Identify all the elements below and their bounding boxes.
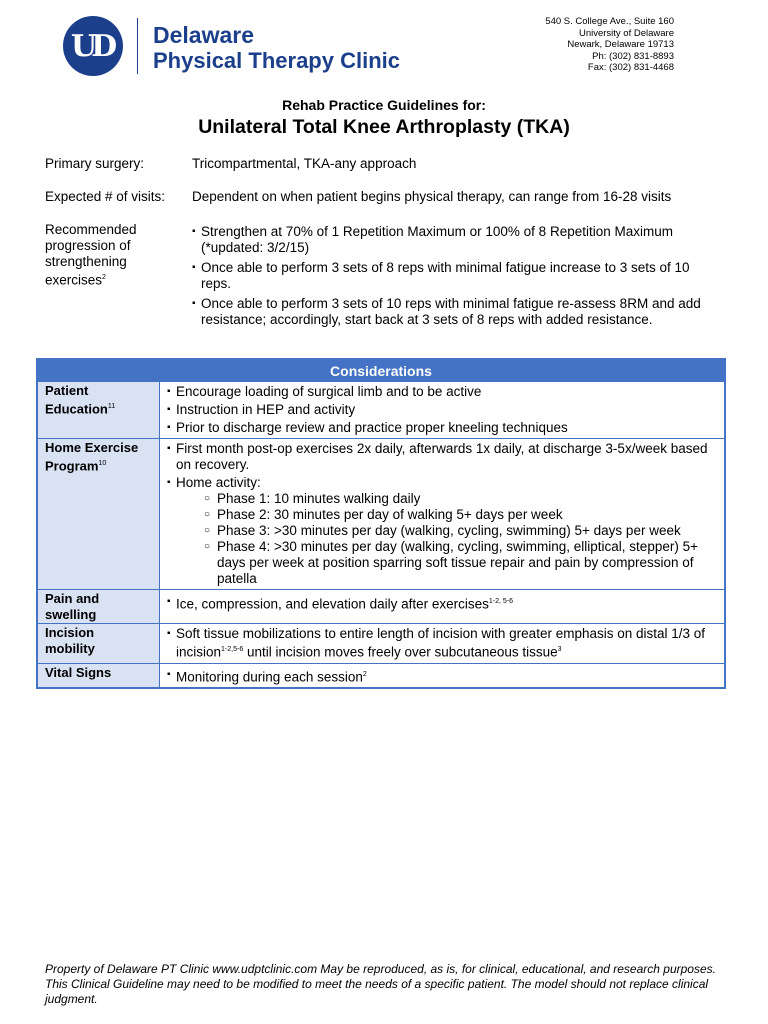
brand-line-1: Delaware	[153, 22, 255, 48]
row-content	[160, 590, 724, 623]
list-item: ▪ Once able to perform 3 sets of 8 reps with minimal fatigue increase to 3 sets of 10 reps.	[192, 260, 722, 292]
reference-sup: 3	[557, 646, 562, 653]
label-line: strengthening	[45, 254, 127, 269]
address-line: 540 S. College Ave., Suite 160	[545, 16, 674, 27]
phase-item: ○ Phase 1: 10 minutes walking daily	[204, 491, 718, 507]
phase-item: ○ Phase 2: 30 minutes per day of walking 5+ days per week	[204, 507, 718, 523]
list-item: ▪ Once able to perform 3 sets of 10 reps with minimal fatigue re-assess 8RM and add resistance; accordingly, start back at 3 sets of 8 reps with added resistance.	[192, 296, 722, 328]
label-line: Home Exercise	[45, 440, 139, 455]
row-label	[38, 664, 160, 688]
label-line	[45, 456, 159, 474]
list-item-text: Home activity:	[176, 475, 261, 490]
list-item-text: until incision moves freely over subcutaneous tissue	[243, 644, 558, 660]
document-subtitle: Rehab Practice Guidelines for:	[282, 97, 486, 113]
list-item-text: Soft tissue mobilizations to entire length of incision with greater emphasis on distal 1/3 of incision	[176, 626, 706, 660]
primary-surgery-label: Primary surgery:	[45, 156, 145, 171]
expected-visits-label: Expected # of visits:	[45, 189, 166, 204]
label-line: Incision	[45, 625, 95, 640]
row-label	[38, 624, 160, 663]
expected-visits-value: Dependent on when patient begins physical therapy, can range from 16-28 visits	[192, 189, 672, 204]
list-item: ▪ Instruction in HEP and activity	[167, 402, 718, 418]
logo-divider	[137, 18, 138, 74]
address-line: Newark, Delaware 19713	[567, 39, 674, 50]
progression-list	[192, 224, 722, 332]
list-item	[167, 626, 718, 661]
row-label	[38, 590, 160, 623]
considerations-table	[36, 358, 726, 689]
label-text: Program	[45, 458, 99, 474]
address-line: University of Delaware	[578, 27, 674, 39]
reference-sup: 1-2, 5-6	[488, 598, 514, 605]
list-item-text: Ice, compression, and elevation daily after exercises	[176, 596, 489, 612]
label-line: progression of	[45, 238, 131, 253]
address-phone: Ph: (302) 831-8893	[592, 50, 674, 62]
table-row-home-exercise	[38, 438, 724, 589]
phase-item: ○ Phase 3: >30 minutes per day (walking, cycling, swimming) 5+ days per week	[204, 523, 718, 539]
list-item: ▪ Encourage loading of surgical limb and to be active	[167, 384, 718, 400]
brand-line-2: Physical Therapy Clinic	[153, 48, 400, 73]
considerations-heading: Considerations	[38, 360, 724, 382]
list-item	[167, 594, 718, 613]
row-content	[160, 664, 724, 688]
list-item	[167, 475, 718, 587]
primary-surgery-value: Tricompartmental, TKA-any approach	[192, 156, 417, 171]
table-row-incision-mobility	[38, 623, 724, 663]
phase-list	[176, 491, 718, 587]
reference-sup: 2	[102, 274, 106, 281]
list-item: ▪ Strengthen at 70% of 1 Repetition Maximum or 100% of 8 Repetition Maximum (*updated: 3/2/15)	[192, 224, 722, 256]
reference-sup: 1-2,5-6	[221, 646, 244, 653]
label-line: Patient	[45, 383, 89, 398]
table-row-pain-swelling	[38, 589, 724, 623]
clinic-address	[545, 16, 674, 74]
label-line: Vital Signs	[45, 664, 112, 680]
row-content	[160, 439, 724, 589]
footer-disclaimer: Property of Delaware PT Clinic www.udptclinic.com May be reproduced, as is, for clinical, educational, and research purposes. This Clinical Guideline may need to be modified to meet the needs of a specific patient. The model should not replace clinical judgment.	[45, 962, 716, 1006]
reference-sup: 2	[362, 670, 367, 678]
logo-monogram: UD	[70, 28, 112, 64]
clinic-logo	[63, 16, 123, 76]
reference-sup: 10	[98, 460, 107, 467]
list-item-text: Monitoring during each session	[176, 669, 363, 684]
row-content	[160, 624, 724, 663]
list-item	[167, 667, 718, 686]
label-line: Recommended	[45, 222, 137, 237]
label-line	[45, 270, 137, 289]
label-text: Education	[45, 401, 108, 417]
label-line	[45, 399, 159, 417]
row-label	[38, 382, 160, 438]
label-line: swelling	[45, 607, 97, 622]
table-row-patient-education	[38, 382, 724, 438]
list-item: ▪ Prior to discharge review and practice proper kneeling techniques	[167, 420, 718, 436]
label-line: Pain and	[45, 591, 100, 606]
label-line: mobility	[45, 641, 95, 656]
address-fax: Fax: (302) 831-4468	[587, 62, 674, 73]
clinic-brand	[153, 22, 400, 74]
recommended-progression-label	[45, 222, 137, 289]
row-content	[160, 382, 724, 438]
table-row-vital-signs	[38, 663, 724, 688]
phase-item: ○ Phase 4: >30 minutes per day (walking, cycling, swimming, elliptical, stepper) 5+ days per week at position sparring soft tissue repair and pain by compression of patella	[204, 539, 718, 587]
reference-sup: 11	[107, 403, 116, 410]
list-item: ▪ First month post-op exercises 2x daily, afterwards 1x daily, at discharge 3-5x/week based on recovery.	[167, 441, 718, 473]
document-title: Unilateral Total Knee Arthroplasty (TKA)	[198, 116, 570, 138]
row-label	[38, 439, 160, 589]
label-text: exercises	[45, 272, 103, 288]
